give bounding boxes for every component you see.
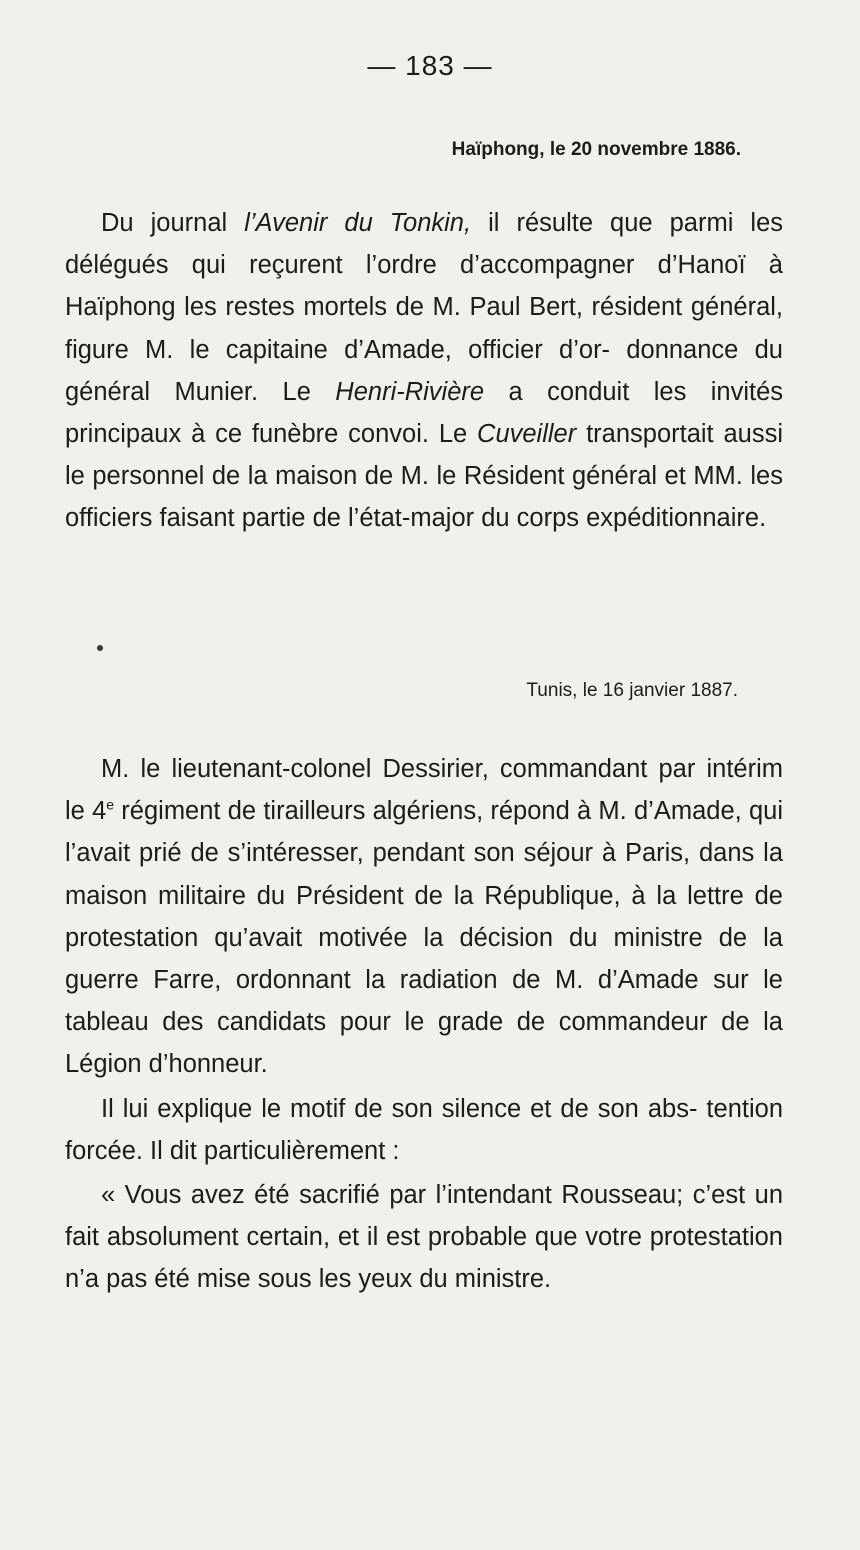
dateline-tunis: Tunis, le 16 janvier 1887. (526, 680, 738, 701)
letter-2-body (65, 748, 783, 1301)
ship-name-cuveiller: Cuveiller (477, 420, 577, 449)
letter-1-body (65, 202, 783, 540)
text-run: il résulte que parmi les délégués qui reçurent l’ordre d’accompagner d’Hanoï à Haïphong les restes mortels de M. Paul Bert, résident général, figure M. le capitaine d’Amade, officier d’or- donnance du général Munier. Le (65, 209, 783, 406)
text-run: a conduit les invités principaux à ce funèbre convoi. Le (65, 377, 784, 449)
ship-name-henri-riviere: Henri-Rivière (335, 377, 485, 406)
paragraph-dessirier (65, 748, 783, 1086)
text-run: Du journal (101, 209, 245, 237)
paragraph-explanation: Il lui explique le motif de son silence et de son abs- tention forcée. Il dit particulièrement : (65, 1094, 783, 1165)
text-run: M. le lieutenant-colonel Dessirier, commandant par intérim le 4 (65, 755, 783, 826)
journal-title: l’Avenir du Tonkin, (244, 209, 472, 237)
text-run: transportait aussi le personnel de la maison de M. le Résident général et MM. les officiers faisant partie de l’état-major du corps expéditionnaire. (65, 420, 784, 533)
dateline-haiphong: Haïphong, le 20 novembre 1886. (451, 139, 741, 160)
page-number: — 183 — (367, 50, 493, 81)
paragraph-journal (65, 202, 783, 540)
text-run: régiment de tirailleurs algériens, répond à M. d’Amade, qui l’avait prié de s’intéresser, pendant son séjour à Paris, dans la maison militaire du Président de la République, à la lettre de protestation qu’avait motivée la décision du ministre de la guerre Farre, ordonnant la radiation de M. d’Amade sur le tableau des candidats pour le grade de commandeur de la Légion d’honneur. (65, 797, 783, 1079)
ordinal-superscript: e (106, 796, 115, 813)
paragraph-quote: « Vous avez été sacrifié par l’intendant Rousseau; c’est un fait absolument certain, et il est probable que votre protestation n’a pas été mise sous les yeux du ministre. (65, 1181, 783, 1294)
stray-mark (97, 645, 103, 651)
